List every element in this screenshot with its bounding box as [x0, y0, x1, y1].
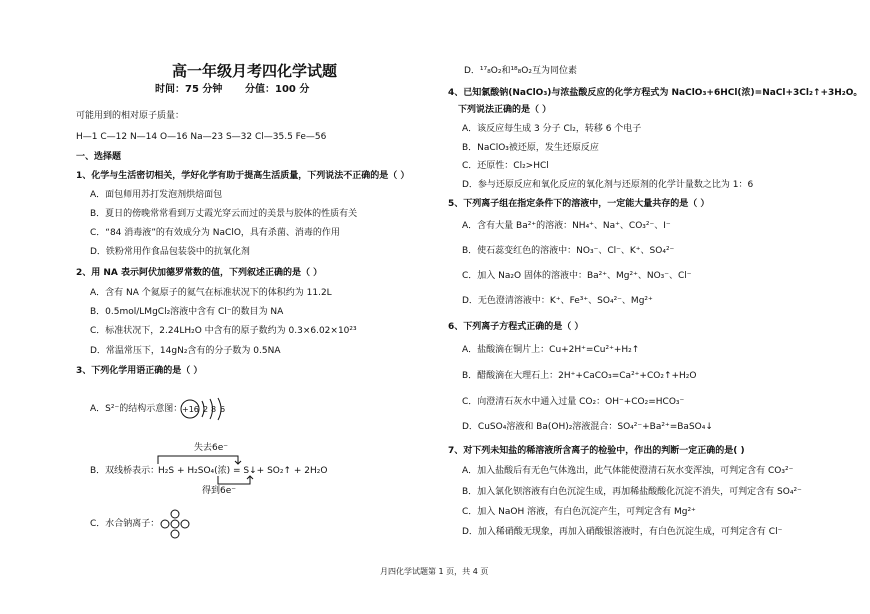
electron-lose-label: 失去6e⁻ — [194, 443, 229, 453]
question-4-option-d: D．参与还原反应和氧化反应的氧化剂与还原剂的化学计量数之比为 1：6 — [462, 180, 754, 190]
section-heading: 一、选择题 — [76, 152, 122, 162]
question-6-option-b: B．醋酸滴在大理石上：2H⁺+CaCO₃=Ca²⁺+CO₂↑+H₂O — [462, 371, 697, 381]
question-1-option-c: C．“84 消毒液”的有效成分为 NaClO，具有杀菌、消毒的作用 — [90, 228, 340, 238]
atomic-mass-label: 可能用到的相对原子质量： — [76, 111, 185, 121]
sulfide-ion-structure-diagram — [180, 396, 230, 422]
exam-time: 时间：75 分钟 — [155, 84, 223, 95]
redox-equation: H₂S + H₂SO₄(浓) = S↓+ SO₂↑ + 2H₂O — [158, 466, 328, 476]
question-5-option-a: A．含有大量 Ba²⁺的溶液：NH₄⁺、Na⁺、CO₃²⁻、I⁻ — [462, 221, 671, 231]
question-2-option-c: C．标准状况下，2.24LH₂O 中含有的原子数约为 0.3×6.02×10²³ — [90, 326, 357, 336]
question-4-option-c: C．还原性：Cl₂>HCl — [462, 161, 549, 171]
question-2-option-d: D．常温常压下，14gN₂含有的分子数为 0.5NA — [90, 346, 281, 356]
question-7-stem: 7、对下列未知盐的稀溶液所含离子的检验中，作出的判断一定正确的是( ) — [448, 446, 745, 456]
question-7-option-b: B．加入氯化钡溶液有白色沉淀生成，再加稀盐酸酸化沉淀不消失，可判定含有 SO₄²⁻ — [462, 487, 802, 497]
question-2-stem: 2、用 NA 表示阿伏加德罗常数的值，下列叙述正确的是（ ） — [76, 268, 323, 278]
question-3-option-a: A．S²⁻的结构示意图： — [90, 404, 183, 414]
question-1-stem: 1、化学与生活密切相关，学好化学有助于提高生活质量，下列说法不正确的是（ ） — [76, 171, 410, 181]
question-6-option-a: A．盐酸滴在铜片上：Cu+2H⁺=Cu²⁺+H₂↑ — [462, 345, 640, 355]
atomic-mass-list: H—1 C—12 N—14 O—16 Na—23 S—32 Cl—35.5 Fe—56 — [76, 132, 327, 142]
page-title: 高一年级月考四化学试题 — [172, 62, 338, 80]
shell-2-electrons: 8 — [211, 405, 217, 414]
question-2-option-b: B．0.5mol/LMgCl₂溶液中含有 Cl⁻的数目为 NA — [90, 307, 284, 317]
question-4-option-a: A．该反应每生成 3 分子 Cl₂，转移 6 个电子 — [462, 124, 642, 134]
shell-3-electrons: 6 — [220, 405, 226, 414]
question-4-option-b: B．NaClO₃被还原，发生还原反应 — [462, 143, 599, 153]
exam-score: 分值：100 分 — [245, 84, 310, 95]
shell-1-electrons: 2 — [203, 405, 209, 414]
question-5-option-b: B．使石蕊变红色的溶液中：NO₃⁻、Cl⁻、K⁺、SO₄²⁻ — [462, 246, 675, 256]
question-5-stem: 5、下列离子组在指定条件下的溶液中，一定能大量共存的是（ ） — [448, 199, 710, 209]
question-3-stem: 3、下列化学用语正确的是（ ） — [76, 366, 203, 376]
question-1-option-d: D．铁粉常用作食品包装袋中的抗氧化剂 — [90, 247, 250, 257]
question-7-option-d: D．加入稀硝酸无现象，再加入硝酸银溶液时，有白色沉淀生成，可判定含有 Cl⁻ — [462, 527, 783, 537]
question-3-option-b: B．双线桥表示： — [90, 466, 160, 476]
electron-gain-label: 得到6e⁻ — [202, 486, 237, 496]
question-6-option-d: D．CuSO₄溶液和 Ba(OH)₂溶液混合：SO₄²⁻+Ba²⁺=BaSO₄↓ — [462, 422, 713, 432]
hydrated-sodium-ion-diagram — [160, 509, 190, 539]
question-7-option-a: A．加入盐酸后有无色气体逸出，此气体能使澄清石灰水变浑浊，可判定含有 CO₃²⁻ — [462, 466, 794, 476]
question-4-stem: 4、已知氯酸钠(NaClO₃)与浓盐酸反应的化学方程式为 NaClO₃+6HCl(浓)=NaCl+3Cl₂↑+3H₂O。 — [448, 88, 863, 98]
question-3-option-d: D．¹⁷₈O₂和¹⁸₈O₂互为同位素 — [464, 66, 577, 76]
question-4-stem-continued: 下列说法正确的是（ ） — [458, 105, 552, 115]
question-1-option-b: B．夏日的傍晚常常看到万丈霞光穿云而过的美景与胶体的性质有关 — [90, 209, 358, 219]
question-6-option-c: C．向澄清石灰水中通入过量 CO₂：OH⁻+CO₂=HCO₃⁻ — [462, 397, 685, 407]
question-6-stem: 6、下列离子方程式正确的是（ ） — [448, 322, 584, 332]
question-5-option-c: C．加入 Na₂O 固体的溶液中：Ba²⁺、Mg²⁺、NO₃⁻、Cl⁻ — [462, 271, 692, 281]
question-3-option-c: C．水合钠离子： — [90, 519, 160, 529]
question-7-option-c: C．加入 NaOH 溶液，有白色沉淀产生，可判定含有 Mg²⁺ — [462, 507, 696, 517]
question-1-option-a: A．面包师用苏打发泡剂烘焙面包 — [90, 190, 223, 200]
nucleus-charge: +16 — [182, 405, 199, 414]
question-5-option-d: D．无色澄清溶液中：K⁺、Fe³⁺、SO₄²⁻、Mg²⁺ — [462, 296, 653, 306]
question-2-option-a: A．含有 NA 个氦原子的氦气在标准状况下的体积约为 11.2L — [90, 288, 332, 298]
page-footer: 月四化学试题第 1 页，共 4 页 — [380, 567, 489, 576]
